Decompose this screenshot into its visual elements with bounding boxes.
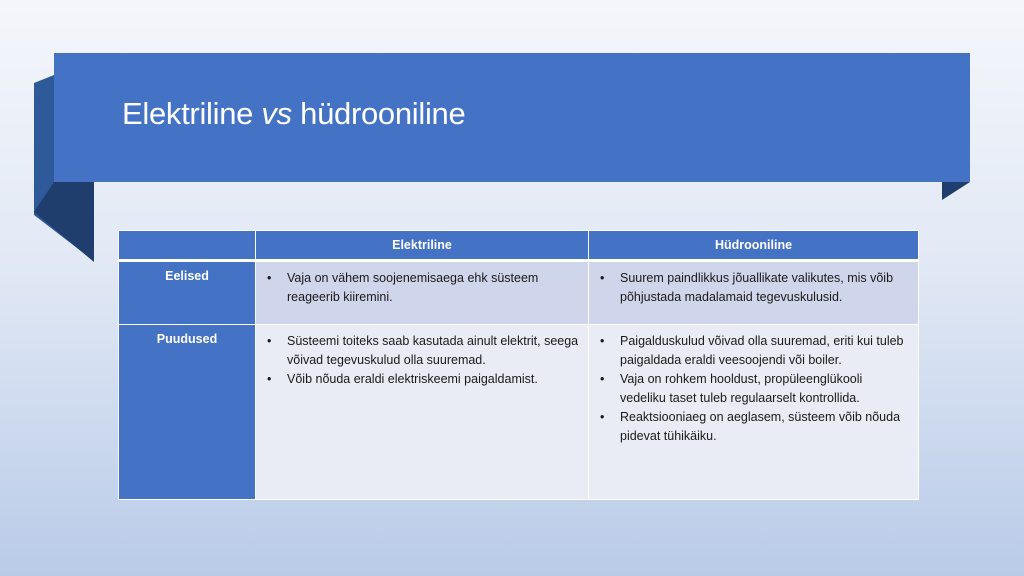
list-item: • Reaktsiooniaeg on aeglasem, süsteem võib nõuda pidevat tühikäiku. [600, 410, 901, 443]
title-emphasis: vs [261, 96, 292, 131]
row-label-puudused: Puudused [119, 325, 256, 500]
bullet-icon: • [600, 334, 605, 348]
cell-eelised-hydronic [589, 261, 919, 325]
cell-eelised-electric [256, 261, 589, 325]
bullet-icon: • [267, 334, 272, 348]
table-row-eelised [119, 261, 919, 325]
list-item: • Vaja on vähem soojenemisaega ehk süsteem reageerib kiiremini. [267, 271, 539, 304]
list-item: • Võib nõuda eraldi elektriskeemi paigaldamist. [257, 370, 581, 389]
list-item: • Vaja on rohkem hooldust, propüleenglükooli vedeliku taset tuleb regulaarselt kontrollida. [600, 372, 863, 405]
header-electric: Elektriline [256, 231, 589, 261]
title-part1: Elektriline [122, 96, 262, 131]
list-item: • Süsteemi toiteks saab kasutada ainult elektrit, seega võivad tegevuskulud olla suuremad. [267, 334, 579, 367]
bullet-icon: • [600, 372, 605, 386]
header-empty [119, 231, 256, 261]
cell-puudused-electric [256, 325, 589, 500]
list-item: • Suurem paindlikkus jõuallikate valikutes, mis võib põhjustada madalamaid tegevuskulusid. [600, 271, 894, 304]
title-part2: hüdrooniline [291, 96, 466, 131]
list-item: • Paigalduskulud võivad olla suuremad, eriti kui tuleb paigaldada eraldi veesoojendi või boiler. [600, 334, 904, 367]
bullet-icon: • [600, 410, 605, 424]
table-header-row [119, 231, 919, 261]
comparison-table [118, 230, 919, 500]
bullet-icon: • [267, 271, 272, 285]
slide-title [122, 96, 465, 132]
cell-puudused-hydronic [589, 325, 919, 500]
bullet-icon: • [267, 372, 272, 386]
table-row-puudused [119, 325, 919, 500]
row-label-eelised: Eelised [119, 261, 256, 325]
bullet-icon: • [600, 271, 605, 285]
header-hydronic: Hüdrooniline [589, 231, 919, 261]
ribbon-fold-right [942, 182, 970, 200]
